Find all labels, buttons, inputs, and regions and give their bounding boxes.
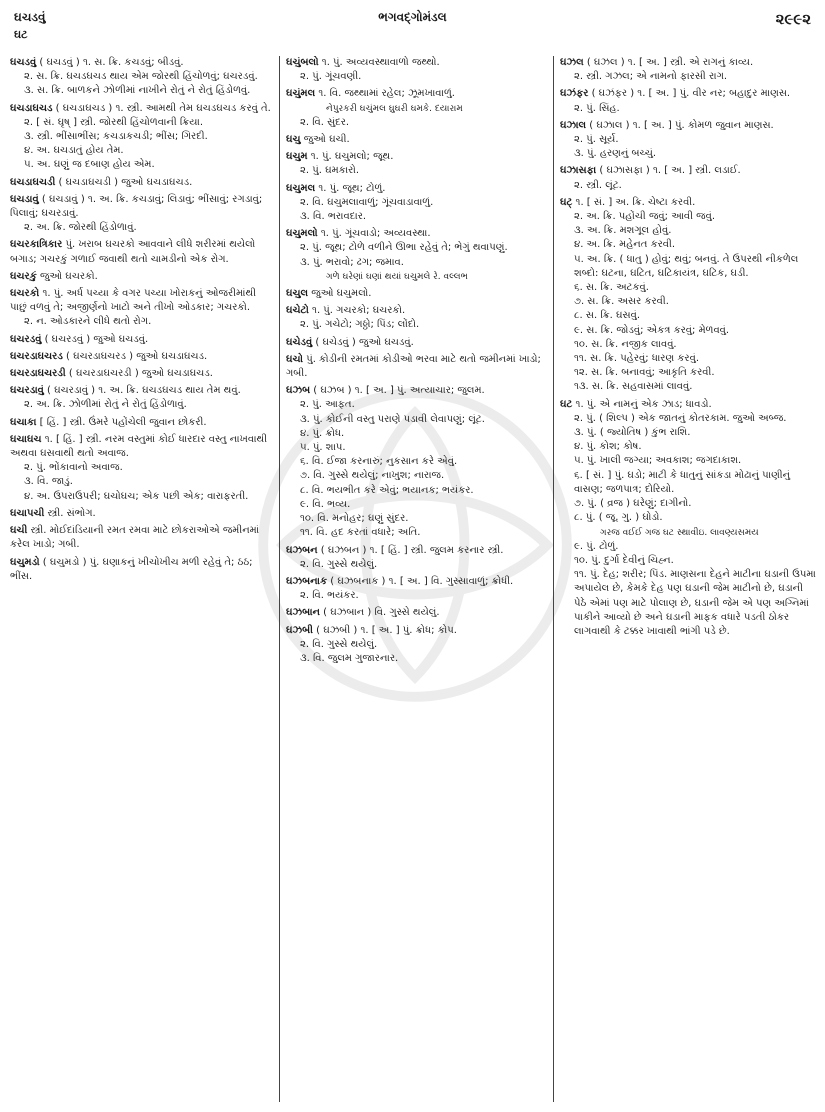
sense-line: ૧૦. વિ. મનોહર; ઘણું સુંદર. [300, 513, 409, 525]
sense-line: ૨. ન. ઓડકારને લીધે થતો રોગ. [24, 316, 152, 328]
headword: ઘચડાઘચડ [10, 102, 53, 114]
headword: ઘચરકું [10, 270, 37, 282]
headword: ઘચાકા [10, 416, 37, 428]
sense-line: ૪. અ. ઉપરાઉપરી; ઘચોઘચ; એક પછી એક; વારાફરતી. [24, 490, 249, 502]
sense-line: ૨. અ. ક્રિ. પહોંચી જવું; આવી જવું. [574, 211, 716, 223]
sense-line: ૨. પું. આફત. [300, 399, 355, 411]
headword: ઘચુમલો [286, 228, 318, 240]
dictionary-entry [286, 544, 548, 572]
definition: ૧. પું. ગચરકો; ઘચરકો. [308, 305, 406, 317]
headword: ઘચરકો [10, 288, 40, 300]
sense-line: ૨. વિ. ગુસ્સે થયેલું. [300, 558, 378, 570]
sense-line: ૩. વિ. ભરાવદાર. [300, 211, 367, 223]
headword: ઘચરડવું [10, 333, 42, 345]
definition: ( ઘચડવું ) ૧. સ. ક્રિ. કચડવું; બીડવું. [36, 57, 184, 68]
dictionary-entry [286, 182, 548, 225]
dictionary-entry [10, 350, 272, 364]
definition: જુઓ ઘચુમલો. [308, 288, 372, 300]
dictionary-entry [10, 56, 272, 99]
dictionary-entry [10, 556, 272, 584]
headword: ઘચાઘચ [10, 433, 42, 445]
definition: ( ઘઝબનાક ) ૧. [ અ. ] વિ. ગુસ્સાવાળું; ક્રોધી. [327, 575, 514, 587]
definition: ૧. [ સં. ] અ. ક્રિ. ચેષ્ટા કરવી. [572, 196, 696, 208]
definition: ( ઘઝાલ ) ૧. [ અ. ] પું. કોમળ જુવાન માણસ. [586, 119, 774, 131]
headword: ઘચુમલ [286, 182, 316, 194]
sense-line: ૧૨. સ. ક્રિ. બનાવવું; આકૃતિ કરવી. [574, 367, 715, 379]
dictionary-entry [10, 384, 272, 412]
headword: ઘઝંફર [560, 88, 589, 100]
left-guide-word: ઘચડવું [14, 10, 46, 24]
dictionary-entry [286, 575, 548, 603]
sense-line: ૬. [ સં. ] પું. ઘડો; માટી કે ધાતુનું સાંકડા મોઢાનું પાણીનું વાસણ; જળપાત્ર; દોરિયો. [574, 469, 791, 495]
dictionary-entry [286, 624, 548, 667]
sense-line: ૬. વિ. ઈજા કરનારું; નુકસાન કરે એવું. [300, 456, 458, 468]
definition: ( ઘચડાઘચડ ) ૧. સ્ત્રી. આમથી તેમ ઘચડઘચડ કરવું તે. [52, 102, 271, 114]
definition: ( ઘઝલ ) ૧. [ અ. ] સ્ત્રી. એ રાગનું કાવ્ય. [583, 57, 754, 68]
sense-line: ૭. સ. ક્રિ. અસર કરવી. [574, 296, 669, 308]
headword: ઘઝબ [286, 385, 311, 397]
headword: ઘચેટો [286, 305, 309, 317]
headword: ઘચરડાઘચરડી [10, 368, 66, 380]
definition: ૧. પું. ગૂંચવાડો; અવ્યવસ્થા. [317, 228, 431, 240]
headword: ઘચુલ [286, 288, 309, 300]
headword: ઘચરડાવું [10, 385, 44, 397]
sense-line: ૬. સ. ક્રિ. અટકવું. [574, 282, 649, 294]
sense-line: ૮. વિ. ભયભીત કરે એવું; ભયાનક; ભયંકર. [300, 484, 474, 496]
dictionary-entry [286, 353, 548, 381]
sense-line: ૨. [ સં. ઘૃષ્ ] સ્ત્રી. જોરથી હિંચોળવાની ક્રિયા. [24, 116, 204, 128]
definition: ( ઘઝબી ) ૧. [ અ. ] પું. ક્રોધ; કોપ. [312, 624, 457, 636]
sense-line: ૪. પું. કોશ; કોષ. [574, 441, 642, 453]
definition: ( ઘઝબન ) ૧. [ હિં. ] સ્ત્રી. જુલમ કરનાર સ્ત્રી. [317, 544, 504, 556]
headword: ઘચાપચી [10, 507, 45, 519]
sense-line: ૨. સ. ક્રિ. ઘચડઘચડ થાય એમ જોરથી હિંચોળવું; ઘચરડવું. [24, 71, 258, 83]
definition: ( ઘઝાસફા ) ૧. [ અ. ] સ્ત્રી. લડાઈ. [596, 165, 741, 177]
dictionary-entry [286, 287, 548, 301]
sense-line: ૨. વિ. ગુસ્સે થયેલું. [300, 638, 378, 650]
definition: સ્ત્રી. સંભોગ. [44, 507, 96, 519]
sense-line: ૫. અ. ઘણું જ દબાણ હોય એમ. [24, 159, 155, 171]
dictionary-entry [10, 270, 272, 284]
headword: ઘચુંબલો [286, 57, 319, 68]
page-header [0, 4, 825, 44]
dictionary-entry [10, 524, 272, 552]
headword: ઘચુમ [286, 151, 308, 163]
sense-line: ૩. પું. કોઈની વસ્તુ પરાણે પડાવી લેવાપણું; લૂંટ. [300, 413, 485, 425]
sense-line: ૫. પું. ખાલી જગ્યા; અવકાશ; જગદાકાશ. [574, 455, 742, 467]
dictionary-column-1 [10, 56, 272, 1106]
headword: ઘચુંમલ [286, 88, 316, 100]
column-divider [279, 56, 280, 1102]
definition: ૧. પું. અર્ધ પચ્યા કે વગર પચ્યા ખોરાકનું ઓજરીમાંથી પાછું વળવું તે; અજીર્ણનો ખાટો અને તીખો ઓડકાર; ગચરકો. [10, 288, 257, 314]
sense-line: ૨. વિ. સુંદર. [300, 116, 350, 128]
definition: ૧. પું. જૂથ; ટોળું. [315, 182, 386, 194]
headword: ઘઝબાન [286, 607, 320, 619]
sense-line: ૨. પું. ઘમકારો. [300, 165, 360, 177]
dictionary-entry [286, 87, 548, 130]
sense-line: ૧૧. પું. દેહ; શરીર; પિંડ. માણસના દેહને માટીના ઘડાની ઉપમા અપાયેલ છે, કેમકે દેહ પણ ઘડાની જેમ માટીનો છે, ઘડાની પેઠે એમાં પણ માટે પોલાણ છે, ઘડાની જેમ એ પણ અગ્નિમાં પાકીને આવ્યો છે અને ઘડાની માફક વધારે પડતી ઠોકર લાગવાથી કે ટક્કર ખાવાથી ભાંગી પડે છે. [574, 569, 816, 637]
sense-line: ૩. સ્ત્રી. ભીંસાભીંસ; કચડાકચડી; ભીંસ; ગિરદી. [24, 131, 208, 143]
dictionary-entry [560, 164, 818, 192]
sense-line: ૮. પું. ( જૂ. ગુ. ) ઘોડો. [574, 512, 663, 524]
dictionary-entry [10, 287, 272, 330]
headword: ઘચુ [286, 134, 301, 146]
page-number: ૨૯૯૨ [775, 10, 811, 28]
sense-line: ૩. વિ. જાડું. [24, 476, 73, 488]
definition: ( ઘઝંફર ) ૧. [ અ. ] પું. વીર નર; બહાદુર માણસ. [588, 88, 791, 100]
dictionary-entry [10, 507, 272, 521]
definition: ૧. પું. અવ્યવસ્થાવાળો જથ્થો. [318, 57, 440, 68]
dictionary-entry [560, 196, 818, 395]
dictionary-entry [286, 606, 548, 620]
citation-quote: ગરજ વઈઈ ગજ ઘટ સ્થાવીઇ. લાવણ્યસમય [600, 527, 759, 538]
sense-line: ૧૦. સ. ક્રિ. નજીક લાવવું. [574, 338, 677, 350]
sense-line: ૫. પું. શાપ. [300, 442, 346, 454]
definition: ૧. પું. એ નામનું એક ઝાડ; ધાવડો. [572, 398, 712, 410]
definition: ૧. [ હિં. ] સ્ત્રી. નરમ વસ્તુમાં કોઈ ધારદાર વસ્તુ નાખવાથી અથવા ઘસવાથી થતો અવાજ. [10, 433, 268, 460]
sense-line: ૨. વિ. ભયંકર. [300, 590, 359, 602]
column-divider [553, 56, 554, 1102]
citation-quote: ગળે ઘરેણાં ઘણાં થયાં ઘચુમલે રે. વલ્લભ [326, 271, 468, 282]
definition: ૧. પું. ઘચુમલો; જૂથ. [307, 151, 394, 163]
definition: [ હિં. ] સ્ત્રી. ઉંમરે પહોંચેલી જુવાન છોકરી. [36, 416, 207, 428]
second-guide-word: ઘટ [14, 28, 28, 41]
sense-line: ૩. પું. હરણનું બચ્ચું. [574, 148, 657, 160]
sense-line: ૩. સ. ક્રિ. બાળકને ઝોળીમાં નાખીને રોતું ને રોતું હિંડોળવું. [24, 85, 251, 97]
dictionary-entry [10, 176, 272, 190]
sense-line: ૨. વિ. ઘચુમલાવાળું; ગૂંચવાડાવાળું. [300, 196, 434, 208]
sense-line: ૭. વિ. ગુસ્સે થયેલું; નાખુશ; નારાજ. [300, 470, 445, 482]
sense-line: ૯. સ. ક્રિ. જોડવું; એકત્ર કરવું; મેળવવું. [574, 324, 730, 336]
sense-line: ૯. વિ. ભવ્ય. [300, 498, 351, 510]
dictionary-entry [10, 102, 272, 173]
headword: ઘચડાવું [10, 193, 39, 205]
definition: ( ઘચુમડો ) પું. ઘણાકનું ખીચોખીચ મળી રહેવું તે; ઠઠ; ભીંસ. [10, 556, 253, 582]
sense-line: ૮. સ. ક્રિ. ઘસવું. [574, 310, 641, 322]
definition: ( ઘચરડાઘચરડી ) જુઓ ઘચડાઘચડ. [65, 368, 213, 380]
headword: ઘઝાસફા [560, 165, 597, 177]
sense-line: ૫. અ. ક્રિ. ( ધાતુ ) હોવું; થવું; બનવું. તે ઉપરથી નીકળેલ શબ્દો: ઘટના, ઘટિત, ઘટિકાયંત્ર, ઘટિક, ઘડી. [574, 253, 799, 279]
dictionary-column-3 [560, 56, 818, 1106]
definition: ( ઘચડાઘચડી ) જુઓ ઘચડાઘચડ. [55, 176, 193, 188]
headword: ઘઝબન [286, 544, 318, 556]
headword: ઘચુમડો [10, 556, 40, 568]
sense-line: ૨. પું. ( શિલ્પ ) એક જાતનું કોતરકામ. જુઓ અબ્જ. [574, 412, 787, 424]
sense-line: ૪. અ. ઘચડાતું હોય તેમ. [24, 145, 124, 157]
dictionary-entry [286, 133, 548, 147]
definition: ( ઘચેડવું ) જુઓ ઘચડવું. [312, 336, 414, 348]
definition: પું. ખરાબ ઘચરકો આવવાને લીધે શરીરમાં થયેલો બગાડ; ગચરકું ગળાઈ જવાથી થતો ચામડીનો એક રોગ. [10, 239, 256, 265]
dictionary-entry [286, 304, 548, 332]
headword: ઘઝાલ [560, 119, 587, 131]
headword: ઘચી [10, 525, 28, 537]
headword: ઘટ [560, 398, 573, 410]
dictionary-entry [10, 433, 272, 504]
sense-line: ૨. પું. ગચેટો; ગઠ્ઠો; પિંડ; લોંદો. [300, 319, 420, 331]
sense-line: ૩. પું. ભરાવો; ઢગ; જમાવ. [300, 256, 404, 268]
dictionary-entry [10, 367, 272, 381]
sense-line: ૩. વિ. જુલમ ગુજારનાર. [300, 652, 399, 664]
sense-line: ૧૦. પું. દુર્ગા દેવીનું ચિહ્ન. [574, 554, 674, 566]
definition: જુઓ ઘચરકો. [36, 270, 98, 282]
dictionary-entry [560, 56, 818, 84]
sense-line: ૧૧. સ. ક્રિ. પહેરવું; ધારણ કરવું. [574, 353, 699, 365]
sense-line: ૯. પું. ટોળું. [574, 540, 619, 552]
sense-line: ૨. પું. ગૂંચવણી. [300, 71, 362, 83]
headword: ઘચો [286, 353, 304, 365]
dictionary-entry [286, 56, 548, 84]
headword: ઘટ્ [560, 196, 573, 208]
sense-line: ૭. પું. ( વ્રજ ) ઘરેણું; દાગીનો. [574, 498, 692, 510]
dictionary-entry [286, 227, 548, 284]
dictionary-entry [286, 384, 548, 540]
headword: ઘચેડવું [286, 336, 313, 348]
headword: ઘચરડાઘચરડ [10, 350, 63, 362]
dictionary-entry [560, 119, 818, 162]
definition: ( ઘચરડાવું ) ૧. અ. ક્રિ. ઘચડઘચડ થાય તેમ થવું. [43, 385, 241, 397]
definition: ( ઘઝબાન ) વિ. ગુસ્સે થયેલું. [320, 607, 440, 619]
page-title: ભગવદ્ગોમંડલ [378, 10, 447, 24]
citation-quote: નેપુરકરી ઘચુંમલ ઘુઘરી ઘમકે. દયારામ [326, 103, 463, 114]
definition: ( ઘચડાવું ) ૧. અ. ક્રિ. કચડાવું; લિડાવું; ભીંસાવું; રગડાવું; પિલાવું; ઘચરડાવું. [10, 193, 263, 220]
headword: ઘચરકાત્રિકાર [10, 239, 63, 251]
headword: ઘચડાઘચડી [10, 176, 56, 188]
sense-line: ૨. સ્ત્રી. લૂંટ. [574, 179, 622, 191]
definition: પું. કોડીની રમતમાં કોડીઓ ભરવા માટે થતો જમીનમાં ખાડો; ગબી. [286, 353, 541, 380]
sense-line: ૨. અ. ક્રિ. જોરથી હિંડોળાવું. [24, 222, 137, 234]
dictionary-entry [286, 150, 548, 178]
dictionary-entry [10, 333, 272, 347]
definition: ૧. વિ. જથ્થામાં રહેલ; ઝૂમખાવાળું. [315, 88, 455, 100]
headword: ઘઝલ [560, 57, 584, 68]
sense-line: ૧૩. સ. ક્રિ. સહવાસમાં લાવવું. [574, 381, 693, 393]
sense-line: ૪. પું. ક્રોધ. [300, 427, 345, 439]
headword: ઘચડવું [10, 57, 37, 68]
sense-line: ૩. પું. ( જ્યોતિષ ) કુંભ રાશિ. [574, 427, 691, 439]
dictionary-entry [560, 398, 818, 639]
definition: સ્ત્રી. મોઈદાંડિયાની રમત રમવા માટે છોકરાઓએ જમીનમાં કરેલ ખાડો; ગબી. [10, 525, 260, 551]
headword: ઘઝબી [286, 624, 313, 636]
sense-line: ૨. પું. જૂથ; ટોળે વળીને ઊભા રહેવું તે; ભેગું થવાપણું. [300, 242, 508, 254]
definition: ( ઘચરડાઘચરડ ) જુઓ ઘચડાઘચડ. [62, 350, 208, 362]
sense-line: ૨. અ. ક્રિ. ઝોળીમાં રોતું ને રોતું હિંડોળાવું. [24, 399, 187, 411]
sense-line: ૪. અ. ક્રિ. મહેનત કરવી. [574, 239, 676, 251]
dictionary-entry [10, 193, 272, 236]
headword: ઘઝબનાક [286, 575, 328, 587]
sense-line: ૨. સ્ત્રી. ગઝલ; એ નામનો ફારસી રાગ. [574, 71, 728, 83]
sense-line: ૨. પું. સિંહ. [574, 102, 620, 114]
sense-line: ૨. પું. ભોંકાવાનો અવાજ. [24, 462, 123, 474]
sense-line: ૨. પું. સૂર્ય. [574, 134, 619, 146]
sense-line: ૧૧. વિ. હદ કરતાં વધારે; અતિ. [300, 527, 421, 539]
sense-line: ૩. અ. ક્રિ. મશગૂલ હોવું. [574, 225, 672, 237]
definition: ( ઘઝબ ) ૧. [ અ. ] પું. અત્યાચાર; જુલમ. [310, 385, 485, 397]
dictionary-entry [286, 336, 548, 350]
dictionary-column-2 [286, 56, 548, 1106]
dictionary-entry [10, 238, 272, 266]
definition: ( ઘચરડવું ) જુઓ ઘચડવું. [41, 333, 149, 345]
dictionary-entry [560, 87, 818, 115]
dictionary-entry [10, 416, 272, 430]
definition: જુઓ ઘચી. [300, 134, 350, 146]
